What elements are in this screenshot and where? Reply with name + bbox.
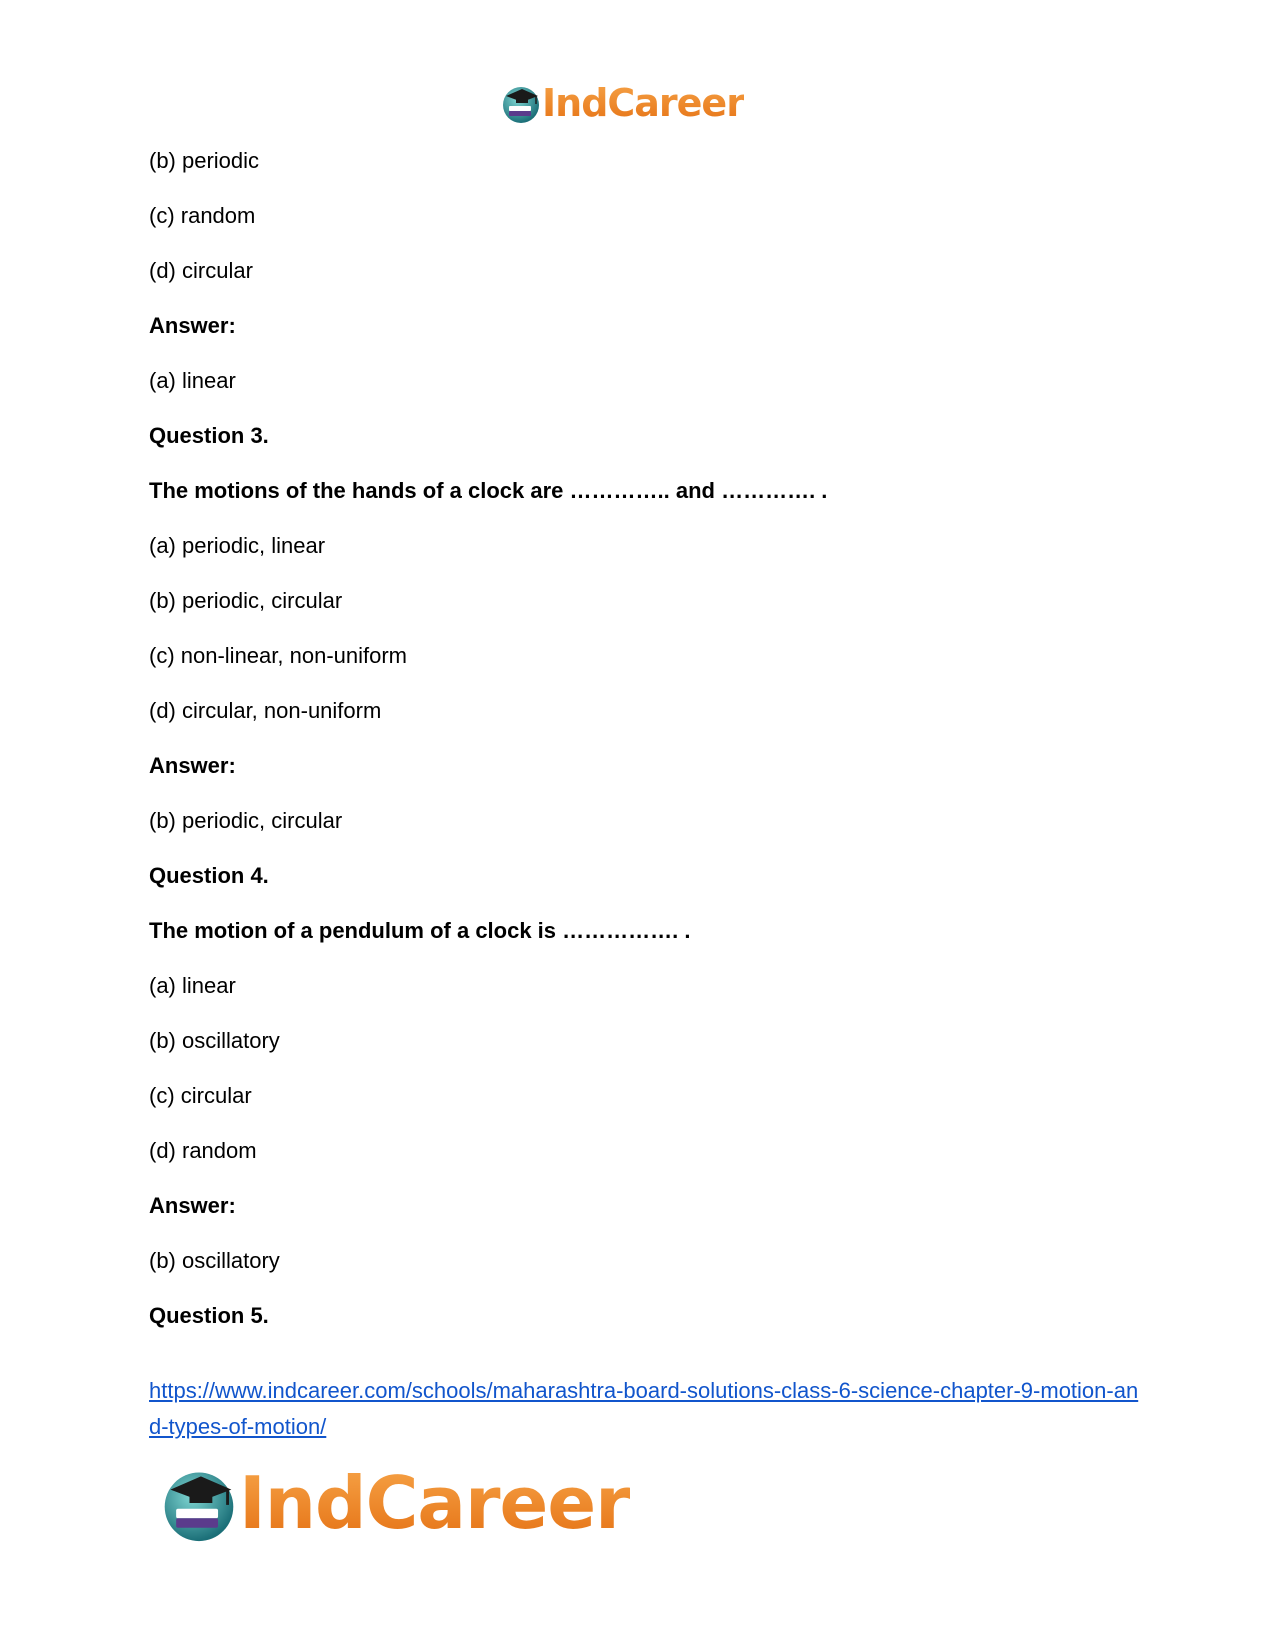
option-line: (b) periodic, circular	[149, 808, 343, 833]
source-url	[149, 1373, 1139, 1445]
option-line: (a) periodic, linear	[149, 533, 326, 558]
option-line: (d) circular, non-uniform	[149, 698, 382, 723]
option-line: (d) circular	[149, 258, 253, 283]
option-line: (d) random	[149, 1138, 257, 1163]
graduation-cap-globe-icon	[500, 82, 542, 124]
question-heading: Question 4.	[149, 863, 269, 888]
option-line: (b) oscillatory	[149, 1248, 280, 1273]
option-line: (a) linear	[149, 368, 236, 393]
footer-logo	[159, 1458, 630, 1548]
header-logo	[500, 78, 744, 128]
option-line: (b) periodic, circular	[149, 588, 343, 613]
answer-label: Answer:	[149, 753, 236, 778]
option-line: (c) non-linear, non-uniform	[149, 643, 408, 668]
answer-label: Answer:	[149, 313, 236, 338]
source-link[interactable]: https://www.indcareer.com/schools/maharashtra-board-solutions-class-6-science-chapter-9-motion-and-types-of-motion/	[149, 1378, 1139, 1439]
question-heading: Question 3.	[149, 423, 269, 448]
brand-wordmark: IndCareer	[239, 1458, 630, 1548]
option-line: (b) periodic	[149, 148, 260, 173]
option-line: (c) random	[149, 203, 256, 228]
graduation-cap-globe-icon	[159, 1463, 239, 1543]
answer-label: Answer:	[149, 1193, 236, 1218]
question-heading: Question 5.	[149, 1303, 269, 1328]
question-text: The motions of the hands of a clock are ………….. and …………. .	[149, 478, 828, 503]
question-text: The motion of a pendulum of a clock is ……………. .	[149, 918, 691, 943]
brand-wordmark: IndCareer	[542, 78, 744, 128]
option-line: (c) circular	[149, 1083, 252, 1108]
option-line: (a) linear	[149, 973, 236, 998]
document-body	[149, 143, 1129, 1353]
option-line: (b) oscillatory	[149, 1028, 280, 1053]
